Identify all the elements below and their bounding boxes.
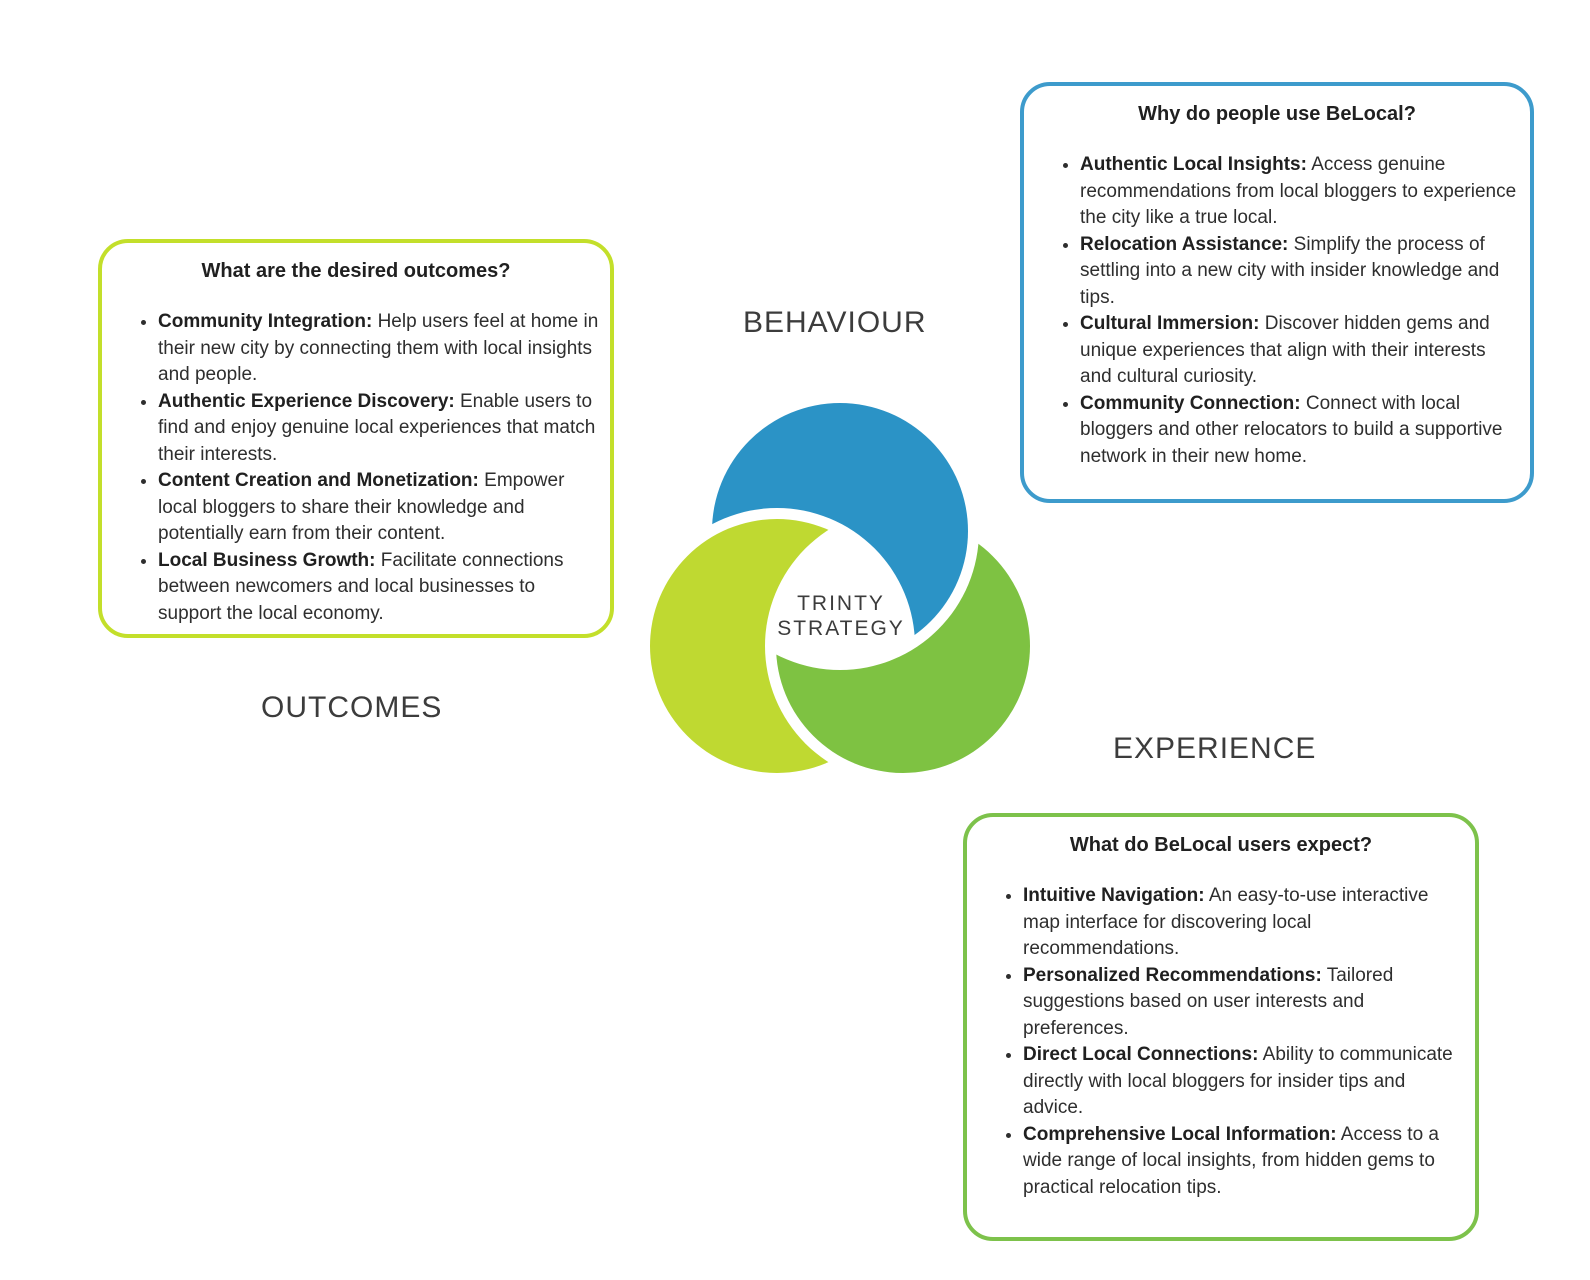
item-desc: Enable users to find and enjoy genuine local experiences that match their interests. bbox=[158, 390, 596, 465]
item-term: Relocation Assistance: bbox=[1080, 233, 1289, 255]
outcomes-box bbox=[98, 239, 614, 638]
item-desc: Help users feel at home in their new city by connecting them with local insights and people. bbox=[158, 311, 599, 385]
list-item bbox=[158, 389, 602, 469]
list-item bbox=[1023, 963, 1467, 1043]
item-term: Local Business Growth: bbox=[158, 549, 376, 571]
item-desc: Simplify the process of settling into a new city with insider knowledge and tips. bbox=[1080, 233, 1500, 308]
outcomes-box-title: What are the desired outcomes? bbox=[201, 260, 511, 282]
item-term: Authentic Experience Discovery: bbox=[158, 390, 455, 412]
item-term: Cultural Immersion: bbox=[1080, 313, 1260, 334]
item-term: Community Connection: bbox=[1080, 392, 1301, 414]
center-label-line1: TRINTY bbox=[797, 592, 885, 615]
item-term: Intuitive Navigation: bbox=[1023, 885, 1205, 906]
list-item bbox=[158, 548, 602, 628]
item-term: Community Integration: bbox=[158, 311, 373, 332]
behaviour-box-title: Why do people use BeLocal? bbox=[1138, 103, 1416, 125]
experience-label: EXPERIENCE bbox=[1113, 732, 1317, 765]
list-item bbox=[1080, 311, 1522, 391]
list-item bbox=[158, 468, 602, 548]
item-desc: An easy-to-use interactive map interface for discovering local recommendations. bbox=[1023, 885, 1429, 959]
list-item bbox=[158, 309, 602, 389]
list-item bbox=[1080, 232, 1522, 312]
list-item bbox=[1080, 152, 1522, 232]
experience-box bbox=[963, 813, 1479, 1241]
item-term: Personalized Recommendations: bbox=[1023, 964, 1322, 986]
list-item bbox=[1080, 391, 1522, 471]
item-desc: Empower local bloggers to share their knowledge and potentially earn from their content. bbox=[158, 470, 565, 544]
item-desc: Access genuine recommendations from local bloggers to experience the city like a true local. bbox=[1080, 154, 1517, 228]
item-term: Direct Local Connections: bbox=[1023, 1044, 1259, 1065]
item-desc: Discover hidden gems and unique experiences that align with their interests and cultural curiosity. bbox=[1080, 313, 1490, 387]
behaviour-box bbox=[1020, 82, 1534, 503]
experience-box-title: What do BeLocal users expect? bbox=[1069, 834, 1373, 856]
experience-list bbox=[967, 883, 1467, 1201]
item-term: Comprehensive Local Information: bbox=[1023, 1123, 1337, 1145]
item-desc: Connect with local bloggers and other relocators to build a supportive network in their new home. bbox=[1080, 392, 1503, 467]
trinity-swirl-graphic bbox=[610, 395, 1050, 795]
list-item bbox=[1023, 1042, 1467, 1122]
item-desc: Tailored suggestions based on user interests and preferences. bbox=[1023, 964, 1394, 1039]
item-desc: Facilitate connections between newcomers and local businesses to support the local economy. bbox=[158, 549, 564, 624]
item-desc: Access to a wide range of local insights, from hidden gems to practical relocation tips. bbox=[1023, 1123, 1439, 1198]
list-item bbox=[1023, 883, 1467, 963]
outcomes-label: OUTCOMES bbox=[261, 691, 443, 724]
list-item bbox=[1023, 1122, 1467, 1202]
behaviour-list bbox=[1024, 152, 1522, 470]
center-label-line2: STRATEGY bbox=[777, 617, 905, 640]
item-term: Authentic Local Insights: bbox=[1080, 154, 1307, 175]
outcomes-list bbox=[102, 309, 602, 627]
item-desc: Ability to communicate directly with local bloggers for insider tips and advice. bbox=[1023, 1044, 1453, 1118]
behaviour-label: BEHAVIOUR bbox=[743, 306, 927, 339]
item-term: Content Creation and Monetization: bbox=[158, 470, 479, 491]
